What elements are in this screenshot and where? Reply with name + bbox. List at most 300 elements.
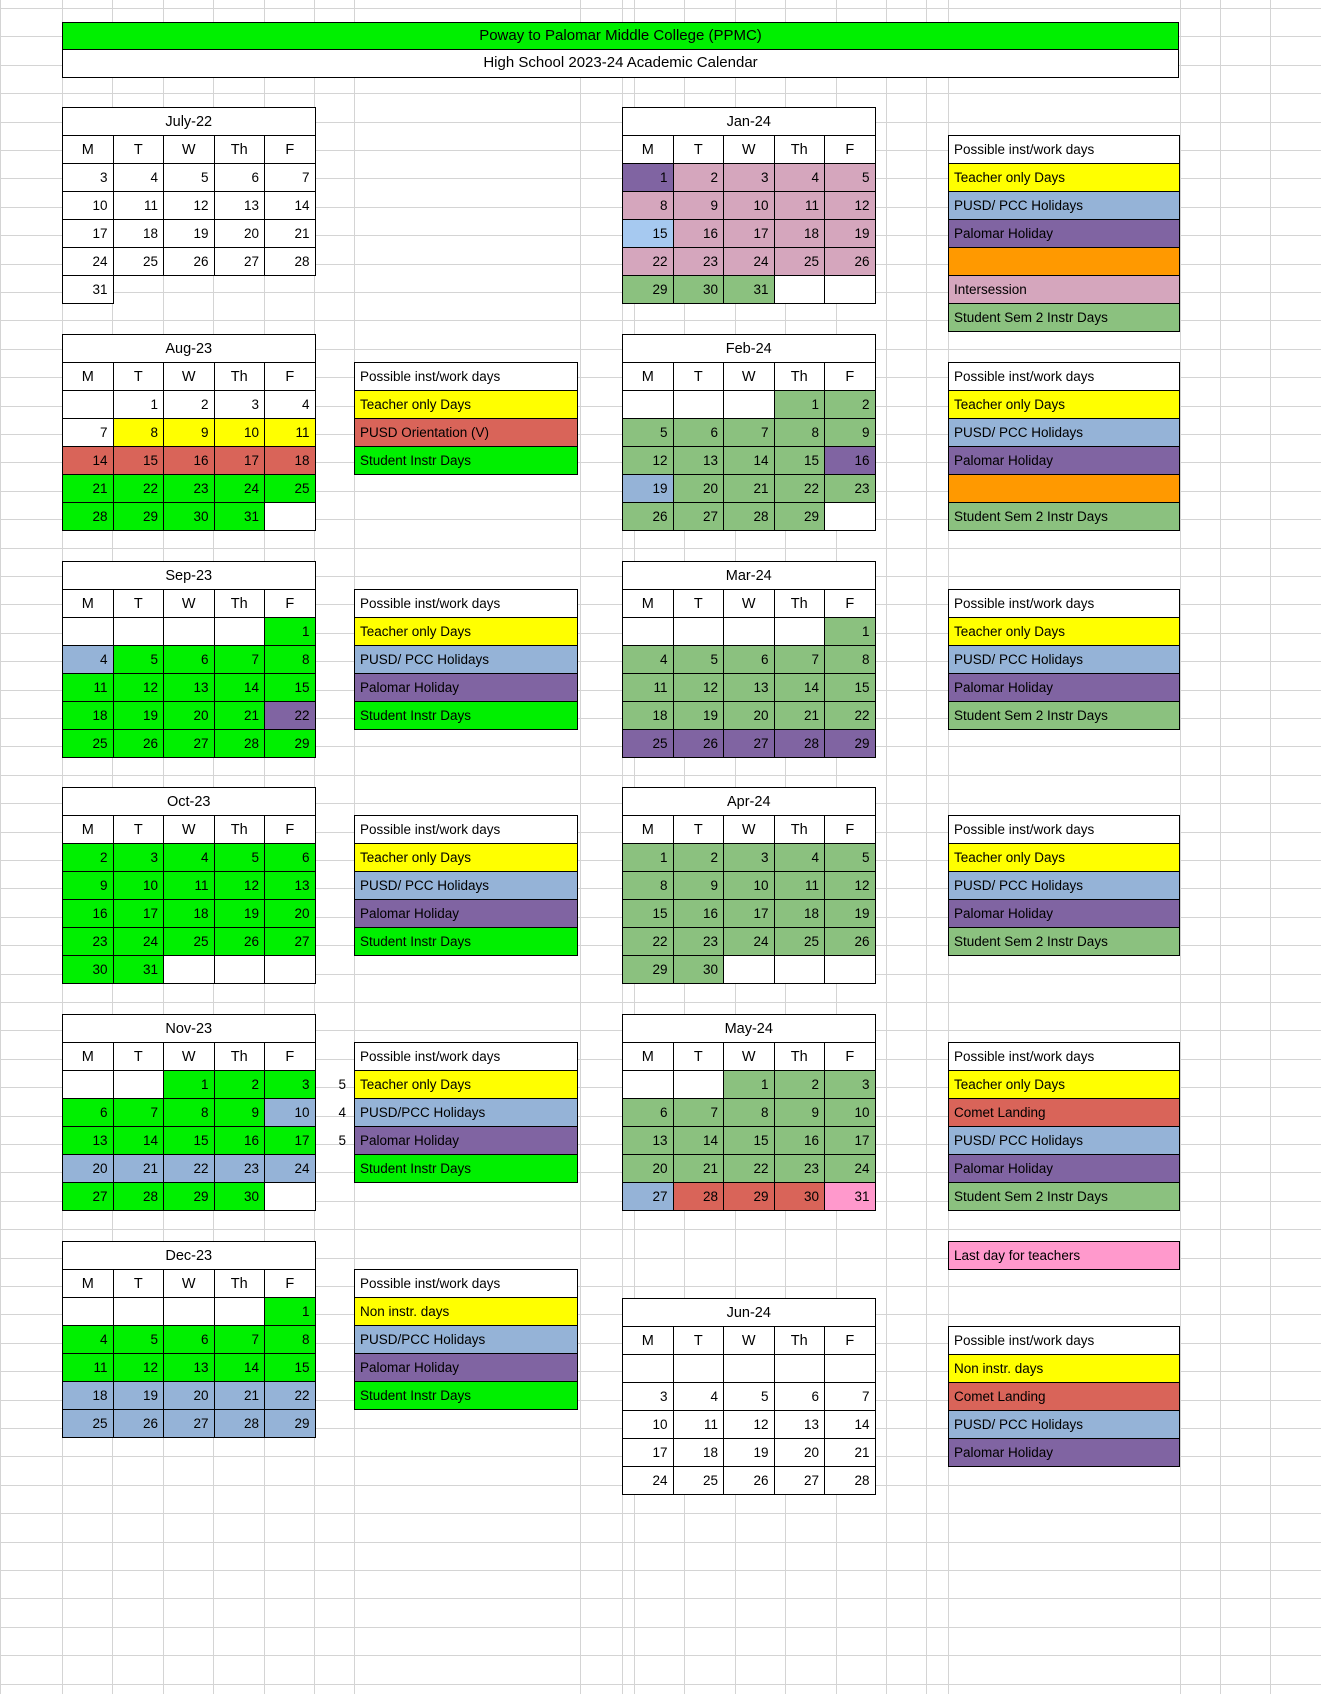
day-cell[interactable]: 13 <box>265 872 316 900</box>
day-cell[interactable]: 2 <box>214 1071 265 1099</box>
day-cell[interactable]: 6 <box>673 419 724 447</box>
day-cell[interactable]: 30 <box>63 956 114 984</box>
day-cell[interactable]: 14 <box>214 674 265 702</box>
day-cell[interactable]: 27 <box>623 1183 674 1211</box>
day-cell[interactable] <box>164 618 215 646</box>
day-cell[interactable]: 20 <box>63 1155 114 1183</box>
day-cell[interactable]: 31 <box>63 276 114 304</box>
day-cell[interactable]: 13 <box>63 1127 114 1155</box>
day-cell[interactable]: 13 <box>164 1354 215 1382</box>
day-cell[interactable]: 1 <box>113 391 164 419</box>
day-cell[interactable]: 28 <box>214 730 265 758</box>
day-cell[interactable]: 19 <box>673 702 724 730</box>
day-cell[interactable]: 9 <box>164 419 215 447</box>
day-cell[interactable]: 20 <box>774 1439 825 1467</box>
day-cell[interactable]: 8 <box>113 419 164 447</box>
day-cell[interactable]: 26 <box>164 248 215 276</box>
day-cell[interactable]: 8 <box>825 646 876 674</box>
day-cell[interactable]: 17 <box>214 447 265 475</box>
day-cell[interactable]: 6 <box>724 646 775 674</box>
day-cell[interactable]: 16 <box>825 447 876 475</box>
day-cell[interactable]: 1 <box>265 1298 316 1326</box>
day-cell[interactable]: 11 <box>164 872 215 900</box>
day-cell[interactable]: 13 <box>673 447 724 475</box>
day-cell[interactable] <box>724 391 775 419</box>
day-cell[interactable]: 23 <box>214 1155 265 1183</box>
day-cell[interactable]: 25 <box>164 928 215 956</box>
day-cell[interactable]: 15 <box>265 1354 316 1382</box>
day-cell[interactable]: 11 <box>113 192 164 220</box>
day-cell[interactable]: 30 <box>774 1183 825 1211</box>
day-cell[interactable]: 15 <box>774 447 825 475</box>
day-cell[interactable]: 5 <box>673 646 724 674</box>
day-cell[interactable]: 1 <box>825 618 876 646</box>
day-cell[interactable]: 5 <box>724 1383 775 1411</box>
day-cell[interactable]: 21 <box>724 475 775 503</box>
day-cell[interactable]: 3 <box>825 1071 876 1099</box>
day-cell[interactable]: 24 <box>724 248 775 276</box>
day-cell[interactable]: 28 <box>774 730 825 758</box>
day-cell[interactable]: 23 <box>774 1155 825 1183</box>
day-cell[interactable]: 6 <box>774 1383 825 1411</box>
day-cell[interactable]: 29 <box>265 1410 316 1438</box>
day-cell[interactable]: 28 <box>265 248 316 276</box>
day-cell[interactable]: 9 <box>673 872 724 900</box>
day-cell[interactable]: 18 <box>774 900 825 928</box>
day-cell[interactable]: 1 <box>265 618 316 646</box>
day-cell[interactable]: 10 <box>63 192 114 220</box>
day-cell[interactable] <box>623 1355 674 1383</box>
day-cell[interactable]: 12 <box>113 674 164 702</box>
day-cell[interactable]: 1 <box>623 844 674 872</box>
day-cell[interactable] <box>113 1298 164 1326</box>
day-cell[interactable]: 31 <box>113 956 164 984</box>
day-cell[interactable]: 20 <box>724 702 775 730</box>
day-cell[interactable]: 26 <box>214 928 265 956</box>
legend-row: Possible inst/work days <box>355 1043 578 1071</box>
day-cell[interactable]: 17 <box>265 1127 316 1155</box>
day-cell[interactable]: 5 <box>825 844 876 872</box>
day-cell[interactable]: 11 <box>673 1411 724 1439</box>
day-cell[interactable] <box>623 618 674 646</box>
day-cell[interactable]: 26 <box>113 1410 164 1438</box>
day-cell[interactable]: 23 <box>164 475 215 503</box>
day-cell[interactable]: 29 <box>825 730 876 758</box>
day-cell[interactable]: 6 <box>265 844 316 872</box>
day-cell[interactable]: 24 <box>724 928 775 956</box>
day-cell[interactable]: 7 <box>214 1326 265 1354</box>
day-cell[interactable]: 14 <box>825 1411 876 1439</box>
day-cell[interactable]: 22 <box>113 475 164 503</box>
day-cell[interactable]: 25 <box>63 730 114 758</box>
day-cell[interactable]: 10 <box>113 872 164 900</box>
day-cell[interactable]: 25 <box>63 1410 114 1438</box>
day-cell[interactable]: 6 <box>164 1326 215 1354</box>
day-cell[interactable]: 27 <box>673 503 724 531</box>
day-cell[interactable] <box>214 1298 265 1326</box>
day-cell[interactable] <box>164 1298 215 1326</box>
day-cell[interactable]: 21 <box>113 1155 164 1183</box>
day-cell[interactable]: 28 <box>63 503 114 531</box>
day-cell[interactable] <box>774 276 825 304</box>
day-cell[interactable]: 29 <box>113 503 164 531</box>
day-cell[interactable] <box>673 618 724 646</box>
day-cell[interactable]: 21 <box>825 1439 876 1467</box>
day-cell[interactable]: 22 <box>825 702 876 730</box>
day-cell[interactable]: 10 <box>214 419 265 447</box>
day-cell[interactable]: 17 <box>724 220 775 248</box>
day-cell[interactable]: 9 <box>825 419 876 447</box>
day-cell[interactable]: 21 <box>214 702 265 730</box>
day-cell[interactable]: 29 <box>774 503 825 531</box>
day-cell[interactable]: 16 <box>164 447 215 475</box>
day-cell[interactable]: 7 <box>113 1099 164 1127</box>
day-cell[interactable]: 21 <box>214 1382 265 1410</box>
day-cell[interactable] <box>724 1355 775 1383</box>
day-cell[interactable]: 7 <box>673 1099 724 1127</box>
day-cell[interactable]: 4 <box>265 391 316 419</box>
day-cell[interactable]: 8 <box>623 192 674 220</box>
day-cell[interactable]: 4 <box>623 646 674 674</box>
day-cell[interactable]: 7 <box>724 419 775 447</box>
day-cell[interactable] <box>63 391 114 419</box>
day-cell[interactable]: 18 <box>623 702 674 730</box>
day-cell[interactable]: 15 <box>113 447 164 475</box>
day-cell[interactable]: 5 <box>623 419 674 447</box>
day-cell[interactable]: 8 <box>265 1326 316 1354</box>
day-cell[interactable] <box>774 618 825 646</box>
day-cell[interactable] <box>265 503 316 531</box>
day-cell[interactable] <box>623 1071 674 1099</box>
day-cell[interactable]: 25 <box>265 475 316 503</box>
day-cell[interactable]: 21 <box>265 220 316 248</box>
day-cell[interactable]: 8 <box>164 1099 215 1127</box>
day-cell[interactable]: 10 <box>724 192 775 220</box>
day-cell[interactable]: 13 <box>214 192 265 220</box>
day-cell[interactable]: 23 <box>673 928 724 956</box>
day-cell[interactable]: 30 <box>164 503 215 531</box>
day-cell[interactable] <box>164 956 215 984</box>
day-cell[interactable]: 18 <box>63 1382 114 1410</box>
day-cell[interactable]: 30 <box>673 956 724 984</box>
day-cell[interactable]: 26 <box>623 503 674 531</box>
day-cell[interactable]: 11 <box>774 872 825 900</box>
day-cell[interactable]: 13 <box>774 1411 825 1439</box>
day-cell[interactable]: 22 <box>724 1155 775 1183</box>
day-cell[interactable]: 22 <box>265 1382 316 1410</box>
day-cell[interactable]: 10 <box>825 1099 876 1127</box>
day-cell[interactable]: 9 <box>673 192 724 220</box>
day-cell[interactable] <box>673 1355 724 1383</box>
day-cell[interactable]: 13 <box>164 674 215 702</box>
day-cell[interactable]: 6 <box>164 646 215 674</box>
day-cell[interactable]: 5 <box>164 164 215 192</box>
day-cell[interactable]: 3 <box>724 164 775 192</box>
day-cell[interactable]: 19 <box>113 1382 164 1410</box>
day-cell[interactable] <box>623 391 674 419</box>
day-cell[interactable] <box>825 956 876 984</box>
day-cell[interactable]: 20 <box>265 900 316 928</box>
day-cell[interactable]: 2 <box>164 391 215 419</box>
day-cell[interactable]: 26 <box>113 730 164 758</box>
day-cell[interactable]: 28 <box>724 503 775 531</box>
day-cell[interactable]: 25 <box>774 248 825 276</box>
day-cell[interactable]: 11 <box>63 674 114 702</box>
day-cell[interactable]: 12 <box>164 192 215 220</box>
day-cell[interactable]: 28 <box>673 1183 724 1211</box>
day-cell[interactable]: 29 <box>623 276 674 304</box>
day-cell[interactable]: 19 <box>825 220 876 248</box>
day-cell[interactable]: 15 <box>724 1127 775 1155</box>
day-cell[interactable]: 8 <box>623 872 674 900</box>
day-cell[interactable]: 17 <box>724 900 775 928</box>
day-cell[interactable]: 5 <box>214 844 265 872</box>
day-cell[interactable] <box>214 618 265 646</box>
day-cell[interactable]: 5 <box>113 646 164 674</box>
day-cell[interactable]: 14 <box>774 674 825 702</box>
day-cell[interactable]: 22 <box>265 702 316 730</box>
day-cell[interactable]: 3 <box>113 844 164 872</box>
day-cell[interactable]: 26 <box>825 248 876 276</box>
day-cell[interactable] <box>724 618 775 646</box>
day-cell[interactable]: 29 <box>724 1183 775 1211</box>
day-cell[interactable]: 17 <box>113 900 164 928</box>
day-cell[interactable]: 14 <box>113 1127 164 1155</box>
day-cell[interactable]: 22 <box>164 1155 215 1183</box>
day-cell[interactable]: 28 <box>113 1183 164 1211</box>
day-cell[interactable]: 23 <box>825 475 876 503</box>
day-cell[interactable]: 16 <box>63 900 114 928</box>
day-cell[interactable]: 11 <box>265 419 316 447</box>
day-cell[interactable]: 26 <box>724 1467 775 1495</box>
day-cell[interactable]: 28 <box>214 1410 265 1438</box>
day-cell[interactable]: 14 <box>265 192 316 220</box>
day-cell[interactable]: 22 <box>774 475 825 503</box>
day-cell[interactable]: 19 <box>623 475 674 503</box>
day-cell[interactable]: 17 <box>63 220 114 248</box>
day-cell[interactable]: 28 <box>825 1467 876 1495</box>
day-cell[interactable] <box>63 1071 114 1099</box>
day-cell[interactable]: 20 <box>214 220 265 248</box>
day-cell[interactable]: 7 <box>774 646 825 674</box>
day-cell[interactable]: 15 <box>623 220 674 248</box>
day-cell[interactable]: 8 <box>724 1099 775 1127</box>
day-cell[interactable]: 9 <box>774 1099 825 1127</box>
day-cell[interactable]: 3 <box>724 844 775 872</box>
day-cell[interactable]: 2 <box>673 164 724 192</box>
day-cell[interactable]: 12 <box>113 1354 164 1382</box>
day-cell[interactable]: 7 <box>265 164 316 192</box>
day-cell[interactable]: 12 <box>724 1411 775 1439</box>
day-cell[interactable]: 31 <box>825 1183 876 1211</box>
day-cell[interactable] <box>673 1071 724 1099</box>
day-cell[interactable]: 16 <box>774 1127 825 1155</box>
day-cell[interactable]: 1 <box>623 164 674 192</box>
day-cell[interactable]: 24 <box>113 928 164 956</box>
day-cell[interactable]: 31 <box>724 276 775 304</box>
day-cell[interactable]: 16 <box>673 220 724 248</box>
day-cell[interactable]: 22 <box>623 928 674 956</box>
day-cell[interactable]: 4 <box>63 646 114 674</box>
day-cell[interactable]: 4 <box>774 164 825 192</box>
day-cell[interactable]: 6 <box>63 1099 114 1127</box>
day-cell[interactable]: 19 <box>724 1439 775 1467</box>
day-cell[interactable]: 3 <box>623 1383 674 1411</box>
day-cell[interactable]: 14 <box>63 447 114 475</box>
day-cell[interactable]: 29 <box>164 1183 215 1211</box>
day-cell[interactable]: 21 <box>673 1155 724 1183</box>
day-cell[interactable]: 22 <box>623 248 674 276</box>
day-cell[interactable]: 29 <box>623 956 674 984</box>
day-cell[interactable]: 31 <box>214 503 265 531</box>
day-cell[interactable]: 27 <box>164 730 215 758</box>
day-cell[interactable]: 13 <box>623 1127 674 1155</box>
legend-row: Possible inst/work days <box>949 590 1180 618</box>
day-cell[interactable] <box>825 276 876 304</box>
day-cell[interactable]: 11 <box>774 192 825 220</box>
day-cell[interactable]: 30 <box>673 276 724 304</box>
day-cell[interactable]: 2 <box>825 391 876 419</box>
day-cell[interactable]: 27 <box>724 730 775 758</box>
day-cell[interactable] <box>113 618 164 646</box>
day-cell[interactable]: 9 <box>214 1099 265 1127</box>
day-cell[interactable]: 8 <box>265 646 316 674</box>
day-cell[interactable]: 20 <box>673 475 724 503</box>
day-cell[interactable]: 18 <box>113 220 164 248</box>
day-cell[interactable] <box>673 391 724 419</box>
day-cell[interactable]: 4 <box>113 164 164 192</box>
day-cell[interactable]: 23 <box>63 928 114 956</box>
day-cell[interactable]: 8 <box>774 419 825 447</box>
day-cell[interactable]: 25 <box>774 928 825 956</box>
day-cell[interactable]: 25 <box>113 248 164 276</box>
day-cell[interactable]: 4 <box>63 1326 114 1354</box>
day-cell[interactable]: 30 <box>214 1183 265 1211</box>
day-cell[interactable]: 25 <box>673 1467 724 1495</box>
day-cell[interactable]: 2 <box>774 1071 825 1099</box>
day-cell[interactable]: 15 <box>164 1127 215 1155</box>
day-cell[interactable]: 18 <box>673 1439 724 1467</box>
day-cell[interactable]: 21 <box>774 702 825 730</box>
day-cell[interactable]: 24 <box>63 248 114 276</box>
day-cell[interactable]: 21 <box>63 475 114 503</box>
day-cell[interactable]: 2 <box>63 844 114 872</box>
day-cell[interactable]: 2 <box>673 844 724 872</box>
day-cell[interactable]: 12 <box>623 447 674 475</box>
day-cell[interactable]: 14 <box>214 1354 265 1382</box>
day-cell[interactable]: 12 <box>825 192 876 220</box>
day-cell[interactable]: 4 <box>774 844 825 872</box>
day-cell[interactable]: 17 <box>623 1439 674 1467</box>
day-cell[interactable]: 24 <box>623 1467 674 1495</box>
day-cell[interactable]: 26 <box>673 730 724 758</box>
day-cell[interactable]: 1 <box>164 1071 215 1099</box>
day-cell[interactable]: 20 <box>623 1155 674 1183</box>
day-cell[interactable]: 27 <box>63 1183 114 1211</box>
day-cell[interactable]: 4 <box>673 1383 724 1411</box>
day-cell[interactable]: 23 <box>673 248 724 276</box>
day-cell[interactable]: 9 <box>63 872 114 900</box>
day-cell[interactable]: 14 <box>724 447 775 475</box>
day-cell[interactable]: 12 <box>825 872 876 900</box>
legend-row: Comet Landing <box>949 1383 1180 1411</box>
day-cell[interactable] <box>63 618 114 646</box>
day-cell[interactable]: 12 <box>673 674 724 702</box>
day-cell[interactable]: 5 <box>113 1326 164 1354</box>
day-cell[interactable] <box>63 1298 114 1326</box>
day-cell[interactable]: 17 <box>825 1127 876 1155</box>
day-cell[interactable] <box>825 503 876 531</box>
day-cell[interactable]: 12 <box>214 872 265 900</box>
day-cell[interactable]: 18 <box>63 702 114 730</box>
day-cell[interactable]: 7 <box>214 646 265 674</box>
day-cell[interactable]: 19 <box>164 220 215 248</box>
day-cell[interactable] <box>774 1355 825 1383</box>
day-cell[interactable]: 20 <box>164 702 215 730</box>
day-cell[interactable]: 3 <box>265 1071 316 1099</box>
day-cell[interactable]: 1 <box>724 1071 775 1099</box>
day-cell[interactable]: 11 <box>63 1354 114 1382</box>
day-cell[interactable]: 5 <box>825 164 876 192</box>
day-cell[interactable] <box>265 956 316 984</box>
day-cell[interactable]: 4 <box>164 844 215 872</box>
day-cell[interactable]: 6 <box>623 1099 674 1127</box>
day-cell[interactable]: 20 <box>164 1382 215 1410</box>
day-cell[interactable]: 25 <box>623 730 674 758</box>
day-cell[interactable]: 19 <box>113 702 164 730</box>
day-cell[interactable]: 26 <box>825 928 876 956</box>
day-cell[interactable]: 13 <box>724 674 775 702</box>
day-cell[interactable] <box>265 1183 316 1211</box>
day-cell[interactable]: 24 <box>825 1155 876 1183</box>
day-cell[interactable]: 10 <box>724 872 775 900</box>
day-cell[interactable]: 3 <box>214 391 265 419</box>
day-cell[interactable]: 14 <box>673 1127 724 1155</box>
day-cell[interactable] <box>214 956 265 984</box>
day-cell[interactable]: 16 <box>673 900 724 928</box>
day-cell[interactable]: 19 <box>825 900 876 928</box>
day-cell[interactable] <box>113 1071 164 1099</box>
day-cell[interactable]: 10 <box>623 1411 674 1439</box>
day-cell[interactable] <box>724 956 775 984</box>
day-cell[interactable]: 27 <box>265 928 316 956</box>
day-cell[interactable]: 3 <box>63 164 114 192</box>
day-cell[interactable]: 18 <box>265 447 316 475</box>
day-cell[interactable]: 1 <box>774 391 825 419</box>
day-cell[interactable]: 24 <box>214 475 265 503</box>
dow-header-f: F <box>825 1043 876 1071</box>
day-cell[interactable]: 15 <box>265 674 316 702</box>
day-cell[interactable]: 7 <box>63 419 114 447</box>
day-cell[interactable]: 29 <box>265 730 316 758</box>
day-cell[interactable]: 11 <box>623 674 674 702</box>
day-cell[interactable] <box>774 956 825 984</box>
day-cell[interactable]: 27 <box>774 1467 825 1495</box>
day-cell[interactable]: 15 <box>825 674 876 702</box>
day-cell[interactable]: 27 <box>214 248 265 276</box>
day-cell[interactable]: 10 <box>265 1099 316 1127</box>
day-cell[interactable]: 6 <box>214 164 265 192</box>
day-cell[interactable]: 24 <box>265 1155 316 1183</box>
day-cell[interactable]: 18 <box>774 220 825 248</box>
day-cell[interactable]: 16 <box>214 1127 265 1155</box>
day-cell[interactable]: 18 <box>164 900 215 928</box>
day-cell[interactable]: 7 <box>825 1383 876 1411</box>
day-cell[interactable]: 15 <box>623 900 674 928</box>
day-cell[interactable]: 27 <box>164 1410 215 1438</box>
day-cell[interactable]: 19 <box>214 900 265 928</box>
day-cell[interactable] <box>825 1355 876 1383</box>
